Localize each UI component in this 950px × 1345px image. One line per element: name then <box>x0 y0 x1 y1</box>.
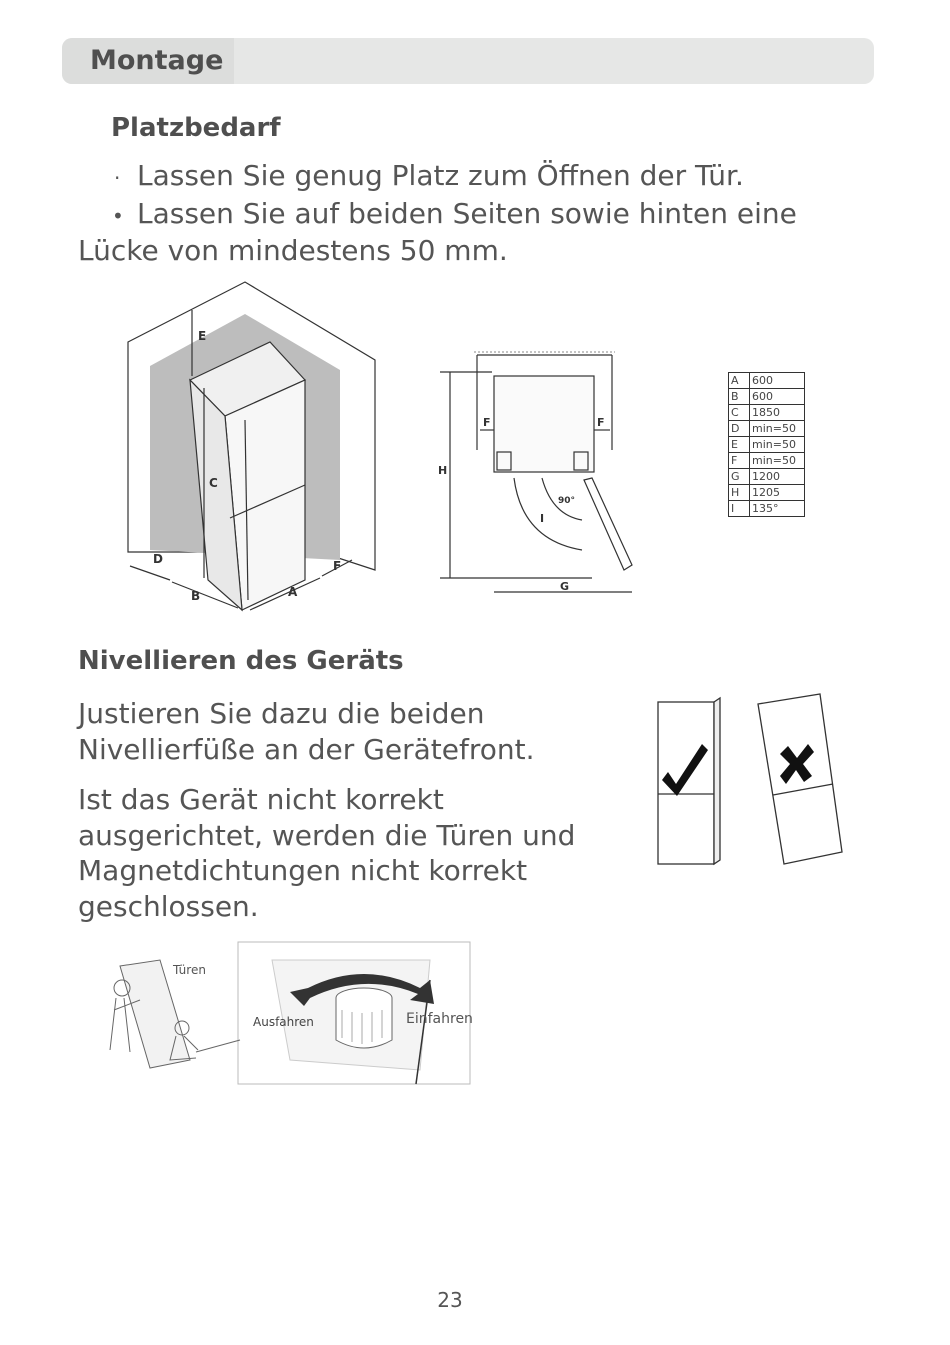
table-row <box>729 501 805 517</box>
leveling-para2-line1: Ist das Gerät nicht korrekt <box>78 783 444 816</box>
dim-key: C <box>729 405 750 421</box>
label-e: E <box>198 329 207 343</box>
dim-key: F <box>729 453 750 469</box>
leveling-para2-line4: geschlossen. <box>78 890 259 923</box>
bullet-text-2: Lassen Sie auf beiden Seiten sowie hinten eine <box>137 197 797 230</box>
dim-value: 1850 <box>750 405 805 421</box>
dim-key: I <box>729 501 750 517</box>
dim-key: B <box>729 389 750 405</box>
label-doors: Türen <box>173 963 206 977</box>
top-view-door-swing-diagram <box>432 350 642 600</box>
dim-value: 600 <box>750 373 805 389</box>
bullet-text-1: Lassen Sie genug Platz zum Öffnen der Tür. <box>137 159 744 192</box>
leveling-para2-line3: Magnetdichtungen nicht korrekt <box>78 854 528 887</box>
label-d: D <box>153 552 163 566</box>
label-f-right: F <box>597 416 605 429</box>
bullet-text-2-continued: Lücke von mindestens 50 mm. <box>78 234 508 267</box>
table-row <box>729 389 805 405</box>
fridge-alignment-illustration <box>650 688 850 873</box>
dim-key: H <box>729 485 750 501</box>
table-row <box>729 437 805 453</box>
label-extend: Ausfahren <box>253 1015 314 1029</box>
label-i: I <box>540 512 545 525</box>
table-row <box>729 373 805 389</box>
table-row <box>729 405 805 421</box>
dim-value: min=50 <box>750 421 805 437</box>
dim-value: 135° <box>750 501 805 517</box>
dim-value: 1200 <box>750 469 805 485</box>
label-retract: Einfahren <box>406 1011 473 1027</box>
dim-value: min=50 <box>750 437 805 453</box>
dim-key: G <box>729 469 750 485</box>
heading-leveling: Nivellieren des Geräts <box>78 646 404 676</box>
table-row <box>729 469 805 485</box>
section-title: Montage <box>90 45 224 76</box>
label-f: F <box>333 559 342 573</box>
leveling-para2-line2: ausgerichtet, werden die Türen und <box>78 819 576 852</box>
dimension-table <box>728 372 805 517</box>
dim-key: A <box>729 373 750 389</box>
dim-key: D <box>729 421 750 437</box>
label-c: C <box>209 476 218 490</box>
label-a: A <box>288 585 298 599</box>
leveling-para1-line2: Nivellierfüße an der Gerätefront. <box>78 733 535 766</box>
label-h: H <box>438 464 448 477</box>
bullet-dot: · <box>114 166 121 190</box>
leveling-para1-line1: Justieren Sie dazu die beiden <box>78 697 485 730</box>
table-row <box>729 453 805 469</box>
dim-key: E <box>729 437 750 453</box>
table-row <box>729 485 805 501</box>
dim-value: min=50 <box>750 453 805 469</box>
label-angle: 90° <box>558 496 576 506</box>
dim-value: 600 <box>750 389 805 405</box>
label-b: B <box>191 589 201 603</box>
isometric-clearance-diagram <box>120 280 385 620</box>
dim-value: 1205 <box>750 485 805 501</box>
heading-space-requirement: Platzbedarf <box>111 113 281 143</box>
label-f-left: F <box>483 416 491 429</box>
page-number: 23 <box>437 1288 463 1312</box>
leveling-feet-illustration <box>100 940 480 1088</box>
label-g: G <box>560 580 570 593</box>
bullet-dot: • <box>112 204 124 228</box>
table-row <box>729 421 805 437</box>
